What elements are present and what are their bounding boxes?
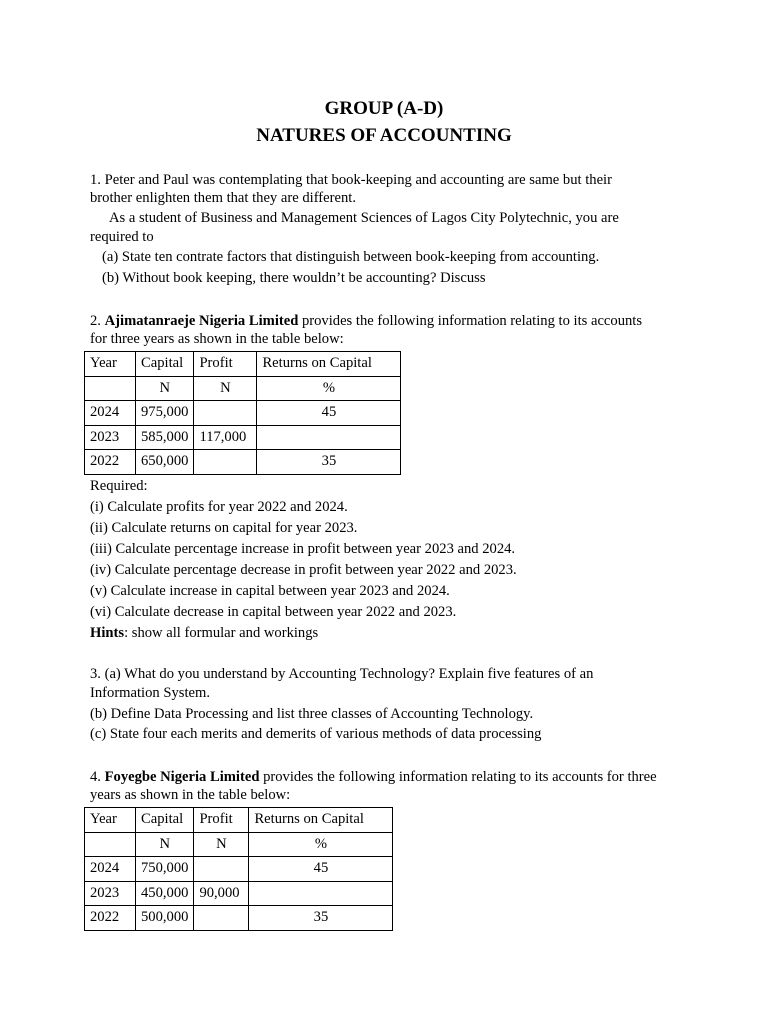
q4-table bbox=[84, 807, 393, 931]
table-row bbox=[85, 857, 393, 882]
unit-cell: % bbox=[257, 376, 401, 401]
header-cell: Profit bbox=[194, 808, 249, 833]
q2-intro-rest: provides the following information relating to its accounts bbox=[298, 313, 643, 329]
q2-company: Ajimatanraeje Nigeria Limited bbox=[104, 313, 299, 329]
table-cell bbox=[257, 425, 401, 450]
unit-cell: N bbox=[194, 376, 257, 401]
q2-required-item: (v) Calculate increase in capital between year 2023 and 2024. bbox=[90, 583, 450, 599]
table-row bbox=[85, 906, 393, 931]
header-cell: Capital bbox=[136, 808, 194, 833]
unit-cell: N bbox=[136, 832, 194, 857]
q1-part-a: (a) State ten contrate factors that distinguish between book-keeping from accounting. bbox=[102, 249, 600, 265]
header-cell: Profit bbox=[194, 352, 257, 377]
table-units-row bbox=[85, 376, 401, 401]
q1-line: brother enlighten them that they are different. bbox=[90, 190, 356, 206]
table-cell: 45 bbox=[249, 857, 393, 882]
header-cell: Returns on Capital bbox=[249, 808, 393, 833]
table-cell: 2022 bbox=[85, 906, 136, 931]
q1-line: required to bbox=[90, 229, 154, 245]
unit-cell: N bbox=[136, 376, 194, 401]
table-header-row bbox=[85, 352, 401, 377]
unit-cell: N bbox=[194, 832, 249, 857]
table-cell: 90,000 bbox=[194, 881, 249, 906]
table-cell: 2022 bbox=[85, 450, 136, 475]
q1-line: 1. Peter and Paul was contemplating that book-keeping and accounting are same but their bbox=[90, 172, 612, 188]
q3-part-a: 3. (a) What do you understand by Accounting Technology? Explain five features of an bbox=[90, 666, 594, 682]
table-row bbox=[85, 881, 393, 906]
q3-part-c: (c) State four each merits and demerits of various methods of data processing bbox=[90, 726, 542, 742]
unit-cell bbox=[85, 832, 136, 857]
table-units-row bbox=[85, 832, 393, 857]
header-cell: Year bbox=[85, 352, 136, 377]
table-cell: 585,000 bbox=[136, 425, 194, 450]
table-cell bbox=[194, 857, 249, 882]
group-heading: GROUP (A-D) bbox=[324, 98, 444, 119]
q2-hints bbox=[90, 625, 318, 642]
table-cell: 45 bbox=[257, 401, 401, 426]
q3-part-b: (b) Define Data Processing and list three classes of Accounting Technology. bbox=[90, 706, 534, 722]
unit-cell: % bbox=[249, 832, 393, 857]
q1-part-b: (b) Without book keeping, there wouldn’t be accounting? Discuss bbox=[102, 270, 486, 286]
q1-line: As a student of Business and Management Sciences of Lagos City Polytechnic, you are bbox=[109, 210, 619, 226]
table-cell bbox=[249, 881, 393, 906]
table-header-row bbox=[85, 808, 393, 833]
table-cell: 2024 bbox=[85, 857, 136, 882]
q4-company: Foyegbe Nigeria Limited bbox=[104, 769, 260, 785]
q3-part-a-line2: Information System. bbox=[90, 685, 210, 701]
q4-intro bbox=[90, 769, 657, 786]
table-cell: 2023 bbox=[85, 881, 136, 906]
q2-intro bbox=[90, 313, 642, 330]
q4-number: 4. bbox=[90, 769, 101, 785]
q4-intro-rest: provides the following information relating to its accounts for three bbox=[259, 769, 657, 785]
q2-required-label: Required: bbox=[90, 478, 148, 494]
page-title: NATURES OF ACCOUNTING bbox=[256, 125, 512, 146]
table-cell: 975,000 bbox=[136, 401, 194, 426]
table-cell bbox=[194, 401, 257, 426]
q2-required-item: (iv) Calculate percentage decrease in profit between year 2022 and 2023. bbox=[90, 562, 517, 578]
header-cell: Capital bbox=[136, 352, 194, 377]
q4-intro-line2: years as shown in the table below: bbox=[90, 787, 291, 803]
q2-table bbox=[84, 351, 401, 475]
header-cell: Year bbox=[85, 808, 136, 833]
q2-required-item: (ii) Calculate returns on capital for year 2023. bbox=[90, 520, 358, 536]
header-cell: Returns on Capital bbox=[257, 352, 401, 377]
table-cell: 35 bbox=[257, 450, 401, 475]
hints-text: : show all formular and workings bbox=[124, 625, 319, 641]
table-cell: 650,000 bbox=[136, 450, 194, 475]
table-cell: 35 bbox=[249, 906, 393, 931]
table-cell: 2023 bbox=[85, 425, 136, 450]
q2-required-item: (vi) Calculate decrease in capital between year 2022 and 2023. bbox=[90, 604, 457, 620]
q2-required-item: (i) Calculate profits for year 2022 and 2024. bbox=[90, 499, 348, 515]
table-cell bbox=[194, 906, 249, 931]
table-cell: 750,000 bbox=[136, 857, 194, 882]
table-cell: 500,000 bbox=[136, 906, 194, 931]
unit-cell bbox=[85, 376, 136, 401]
q2-required-item: (iii) Calculate percentage increase in profit between year 2023 and 2024. bbox=[90, 541, 516, 557]
table-cell: 2024 bbox=[85, 401, 136, 426]
q2-intro-line2: for three years as shown in the table below: bbox=[90, 331, 344, 347]
table-row bbox=[85, 450, 401, 475]
table-cell bbox=[194, 450, 257, 475]
table-row bbox=[85, 425, 401, 450]
table-cell: 450,000 bbox=[136, 881, 194, 906]
table-cell: 117,000 bbox=[194, 425, 257, 450]
hints-label: Hints bbox=[90, 625, 125, 641]
q2-number: 2. bbox=[90, 313, 101, 329]
table-row bbox=[85, 401, 401, 426]
